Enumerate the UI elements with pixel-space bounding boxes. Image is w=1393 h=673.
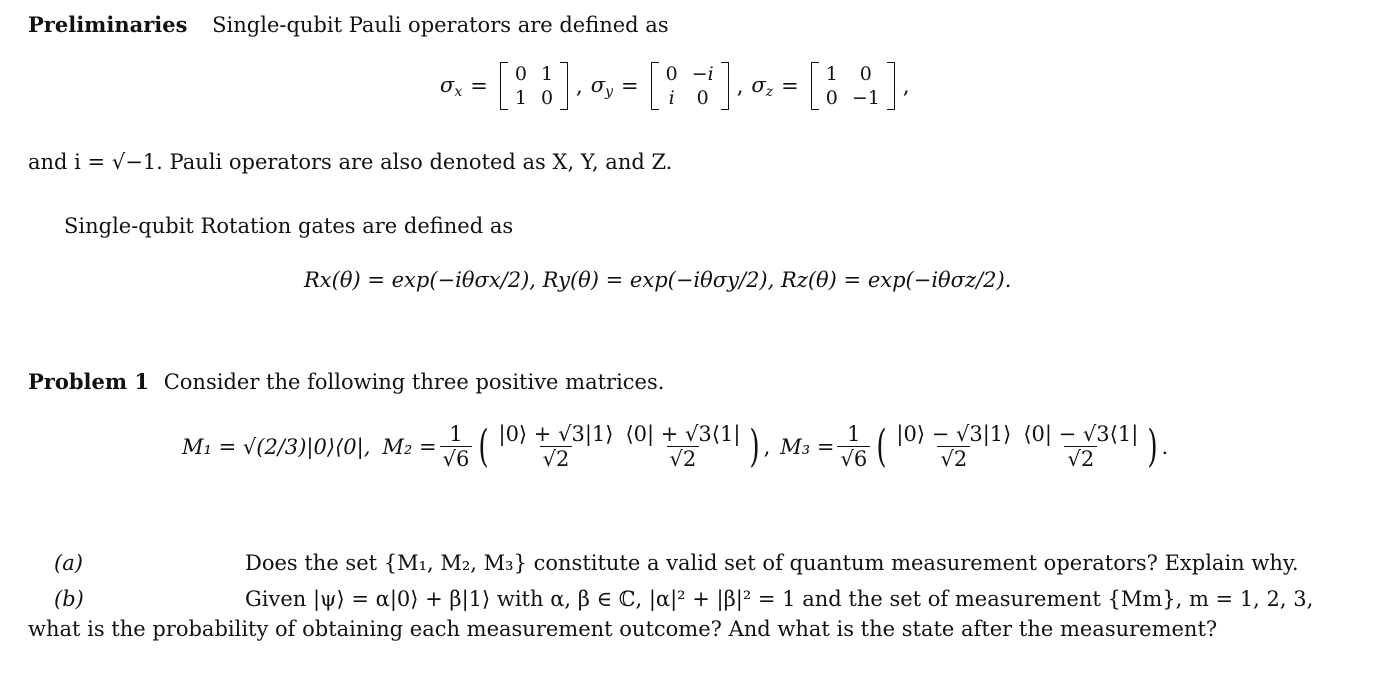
rotation-intro: Single-qubit Rotation gates are defined as <box>64 214 514 238</box>
part-b-text: Given |ψ⟩ = α|0⟩ + β|1⟩ with α, β ∈ ℂ, |α|² + |β|² = 1 and the set of measurement {Mm}, m = 1, 2, 3, <box>245 587 1314 611</box>
m3-prefix: M₃ = <box>780 434 835 459</box>
pauli-equation: $\sigma_x$ = 0 1 1 0 , $\sigma_y$ = 0 −i i 0 , $\sigma_z$ = 1 0 0 −1 , <box>440 63 910 109</box>
measurement-equation: M₁ = √(2/3)|0⟩⟨0|, M₂ = $\frac{1}{√6}$ ( $\frac{|0⟩ + √3|1⟩}{√2}$ $\frac{⟨0| + √3⟨1|}{√2}$ ) , M₃ = $\frac{1}{√6}$ ( $\frac{|0⟩ - √3|1⟩}{√2}$ $\frac{⟨0| - √3⟨1|}{√2}$ ) . <box>182 420 1169 472</box>
sigma-y-matrix: 0 −i i 0 <box>651 62 729 110</box>
sigma-x-matrix: 0 1 1 0 <box>500 62 568 110</box>
part-a-label: (a) <box>54 551 83 575</box>
problem-line <box>28 369 664 394</box>
preliminaries-line <box>28 12 669 37</box>
m2-prefix: M₂ = <box>382 434 437 459</box>
m2-ket-fraction: $\frac{|0⟩ + √3|1⟩}{√2}$ <box>498 422 614 471</box>
part-b-label: (b) <box>54 587 84 611</box>
m2-coefficient: $\frac{1}{√6}$ <box>440 422 473 471</box>
m3-coefficient: $\frac{1}{√6}$ <box>837 422 870 471</box>
m3-ket-fraction: $\frac{|0⟩ - √3|1⟩}{√2}$ <box>896 422 1012 471</box>
rotation-equation: Rx(θ) = exp(−iθσx/2), Ry(θ) = exp(−iθσy/2), Rz(θ) = exp(−iθσz/2). <box>304 268 1012 292</box>
preliminaries-heading: Preliminaries <box>28 12 188 37</box>
sigma-y-label: $\sigma_y$ <box>590 72 613 100</box>
pauli-note: and i = √−1. Pauli operators are also denoted as X, Y, and Z. <box>28 150 673 174</box>
m2-bra-fraction: $\frac{⟨0| + √3⟨1|}{√2}$ <box>625 422 741 471</box>
sigma-z-label: $\sigma_z$ <box>751 72 774 100</box>
preliminaries-intro: Single-qubit Pauli operators are defined as <box>212 13 669 37</box>
part-a-text: Does the set {M₁, M₂, M₃} constitute a valid set of quantum measurement operators? Explain why. <box>245 551 1299 575</box>
part-b-continuation: what is the probability of obtaining each measurement outcome? And what is the state after the measurement? <box>28 617 1218 641</box>
sigma-x-label: $\sigma_x$ <box>440 72 463 100</box>
problem-heading: Problem 1 <box>28 369 150 394</box>
sigma-z-matrix: 1 0 0 −1 <box>811 62 895 110</box>
m1-expression: M₁ = √(2/3)|0⟩⟨0|, <box>182 434 371 459</box>
m3-bra-fraction: $\frac{⟨0| - √3⟨1|}{√2}$ <box>1023 422 1139 471</box>
problem-intro: Consider the following three positive matrices. <box>163 370 665 394</box>
